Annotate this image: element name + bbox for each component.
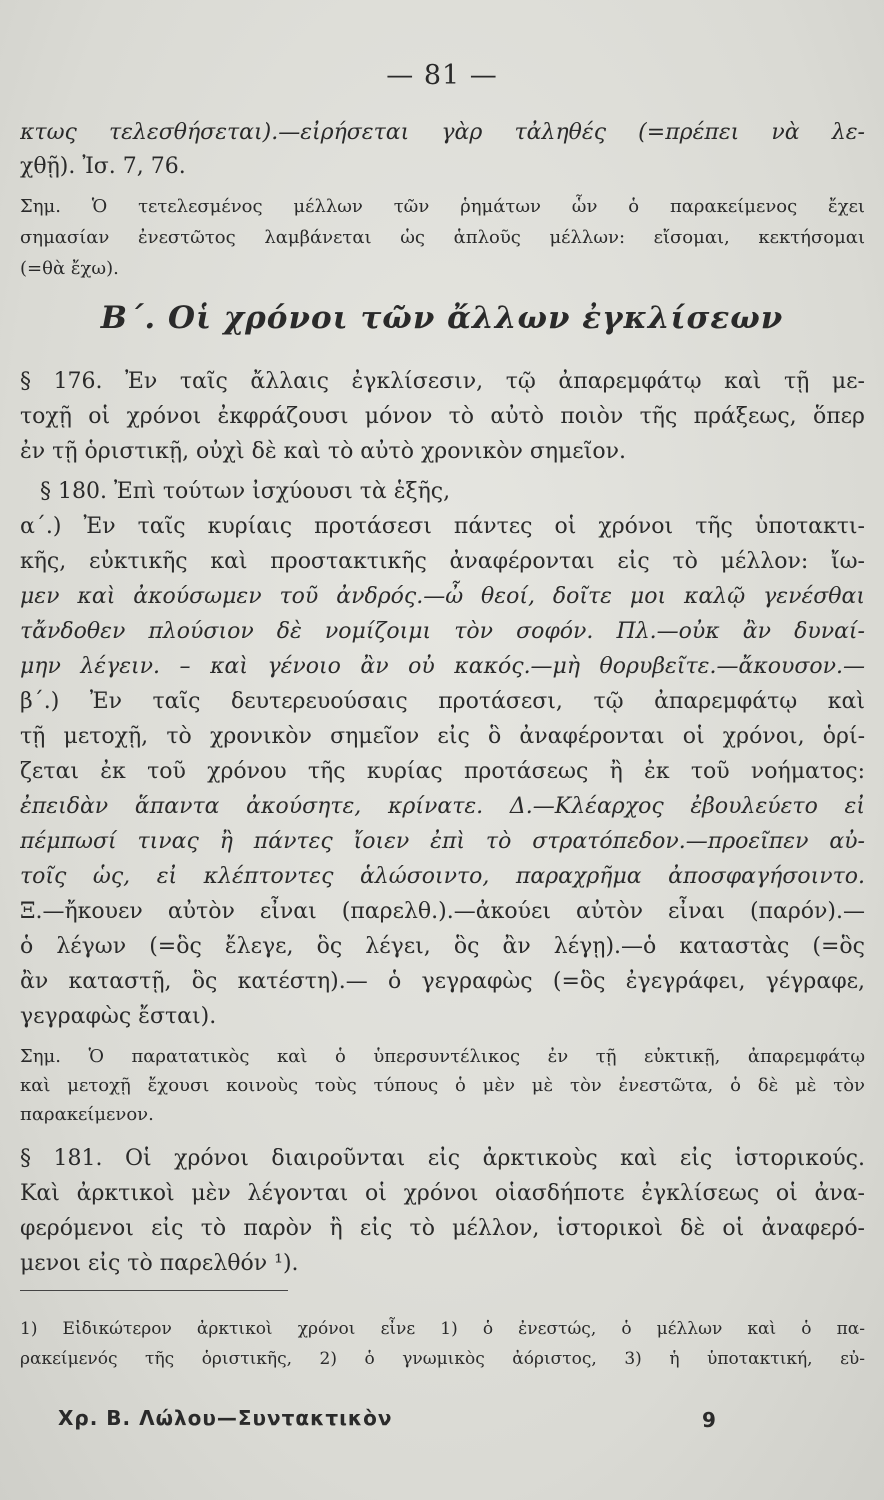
text-line: ὁ λέγων (=ὃς ἔλεγε, ὃς λέγει, ὃς ἂν λέγῃ).—ὁ καταστὰς (=ὃς xyxy=(20,934,865,959)
note-line: παρακείμενον. xyxy=(20,1104,154,1125)
text-line: ἂν καταστῇ, ὃς κατέστη).— ὁ γεγραφὼς (=ὃς ἐγεγράφει, γέγραφε, xyxy=(20,969,865,994)
footer-author-title: Χρ. Β. Λώλου—Συντακτικὸν xyxy=(58,1406,393,1430)
page-number: — 81 — xyxy=(386,60,498,91)
footer-signature-mark: 9 xyxy=(702,1408,716,1432)
note-line: Σημ. Ὁ παρατατικὸς καὶ ὁ ὑπερσυντέλικος ἐν τῇ εὐκτικῇ, ἀπαρεμφάτῳ xyxy=(20,1046,865,1067)
note-line: Σημ. Ὁ τετελεσμένος μέλλων τῶν ῥημάτων ὧν ὁ παρακείμενος ἔχει xyxy=(20,196,865,217)
text-line: Ξ.—ἤκουεν αὐτὸν εἶναι (παρελθ.).—ἀκούει αὐτὸν εἶναι (παρόν).— xyxy=(20,899,865,924)
footnote-line: ρακείμενός τῆς ὁριστικῆς, 2) ὁ γνωμικὸς ἀόριστος, 3) ἡ ὑποτακτική, εὐ- xyxy=(20,1349,865,1369)
text-line: φερόμενοι εἰς τὸ παρὸν ἢ εἰς τὸ μέλλον, ἱστορικοὶ δὲ οἱ ἀναφερό- xyxy=(20,1216,865,1241)
text-line: τῇ μετοχῇ, τὸ χρονικὸν σημεῖον εἰς ὃ ἀναφέρονται οἱ χρόνοι, ὁρί- xyxy=(20,724,865,749)
text-line: χθῇ). Ἰσ. 7, 76. xyxy=(20,154,186,179)
text-line: μην λέγειν. – καὶ γένοιο ἂν οὐ κακός.—μὴ θορυβεῖτε.—ἄκουσον.— xyxy=(20,654,865,679)
text-line: § 176. Ἐν ταῖς ἄλλαις ἐγκλίσεσιν, τῷ ἀπαρεμφάτῳ καὶ τῇ με- xyxy=(20,369,865,394)
note-line: καὶ μετοχῇ ἔχουσι κοινοὺς τοὺς τύπους ὁ μὲν μὲ τὸν ἐνεστῶτα, ὁ δὲ μὲ τὸν xyxy=(20,1075,865,1096)
text-line: τοῖς ὡς, εἰ κλέπτοντες ἁλώσοιντο, παραχρῆμα ἀποσφαγήσοιντο. xyxy=(20,864,865,889)
footnote-line: 1) Εἰδικώτερον ἀρκτικοὶ χρόνοι εἶνε 1) ὁ ἐνεστώς, ὁ μέλλων καὶ ὁ πα- xyxy=(20,1319,865,1339)
text-line: γεγραφὼς ἔσται). xyxy=(20,1004,217,1029)
note-line: σημασίαν ἐνεστῶτος λαμβάνεται ὡς ἁπλοῦς μέλλων: εἴσομαι, κεκτήσομαι xyxy=(20,227,865,248)
text-line: μενοι εἰς τὸ παρελθόν ¹). xyxy=(20,1251,299,1276)
text-line: ἐπειδὰν ἅπαντα ἀκούσητε, κρίνατε. Δ.—Κλέαρχος ἐβουλεύετο εἰ xyxy=(20,794,865,819)
text-line: ἐν τῇ ὁριστικῇ, οὐχὶ δὲ καὶ τὸ αὐτὸ χρονικὸν σημεῖον. xyxy=(20,439,626,464)
text-line: α΄.) Ἐν ταῖς κυρίαις προτάσεσι πάντες οἱ χρόνοι τῆς ὑποτακτι- xyxy=(20,514,865,539)
text-line: β΄.) Ἐν ταῖς δευτερευούσαις προτάσεσι, τῷ ἀπαρεμφάτῳ καὶ xyxy=(20,689,865,714)
note-line: (=θὰ ἔχω). xyxy=(20,258,119,279)
section-heading: Β΄. Οἱ χρόνοι τῶν ἄλλων ἐγκλίσεων xyxy=(100,300,784,336)
text-line: τἄνδοθεν πλούσιον δὲ νομίζοιμι τὸν σοφόν. Πλ.—οὐκ ἂν δυναί- xyxy=(20,619,865,644)
text-line: Καὶ ἀρκτικοὶ μὲν λέγονται οἱ χρόνοι οἱασδήποτε ἐγκλίσεως οἱ ἀνα- xyxy=(20,1181,865,1206)
text-line: τοχῇ οἱ χρόνοι ἐκφράζουσι μόνον τὸ αὐτὸ ποιὸν τῆς πράξεως, ὅπερ xyxy=(20,404,865,429)
footnote-divider xyxy=(20,1290,288,1291)
text-line: πέμπωσί τινας ἢ πάντες ἴοιεν ἐπὶ τὸ στρατόπεδον.—προεῖπεν αὐ- xyxy=(20,829,865,854)
text-line: § 180. Ἐπὶ τούτων ἰσχύουσι τὰ ἑξῆς, xyxy=(40,479,451,504)
text-line: ζεται ἐκ τοῦ χρόνου τῆς κυρίας προτάσεως ἢ ἐκ τοῦ νοήματος: xyxy=(20,759,865,784)
text-line: § 181. Οἱ χρόνοι διαιροῦνται εἰς ἀρκτικοὺς καὶ εἰς ἱστορικούς. xyxy=(20,1146,865,1171)
text-line: κῆς, εὐκτικῆς καὶ προστακτικῆς ἀναφέρονται εἰς τὸ μέλλον: ἴω- xyxy=(20,549,865,574)
text-line: κτως τελεσθήσεται).—εἰρήσεται γὰρ τἀληθές (=πρέπει νὰ λε- xyxy=(20,120,865,145)
text-line: μεν καὶ ἀκούσωμεν τοῦ ἀνδρός.—ὦ θεοί, δοῖτε μοι καλῷ γενέσθαι xyxy=(20,584,865,609)
